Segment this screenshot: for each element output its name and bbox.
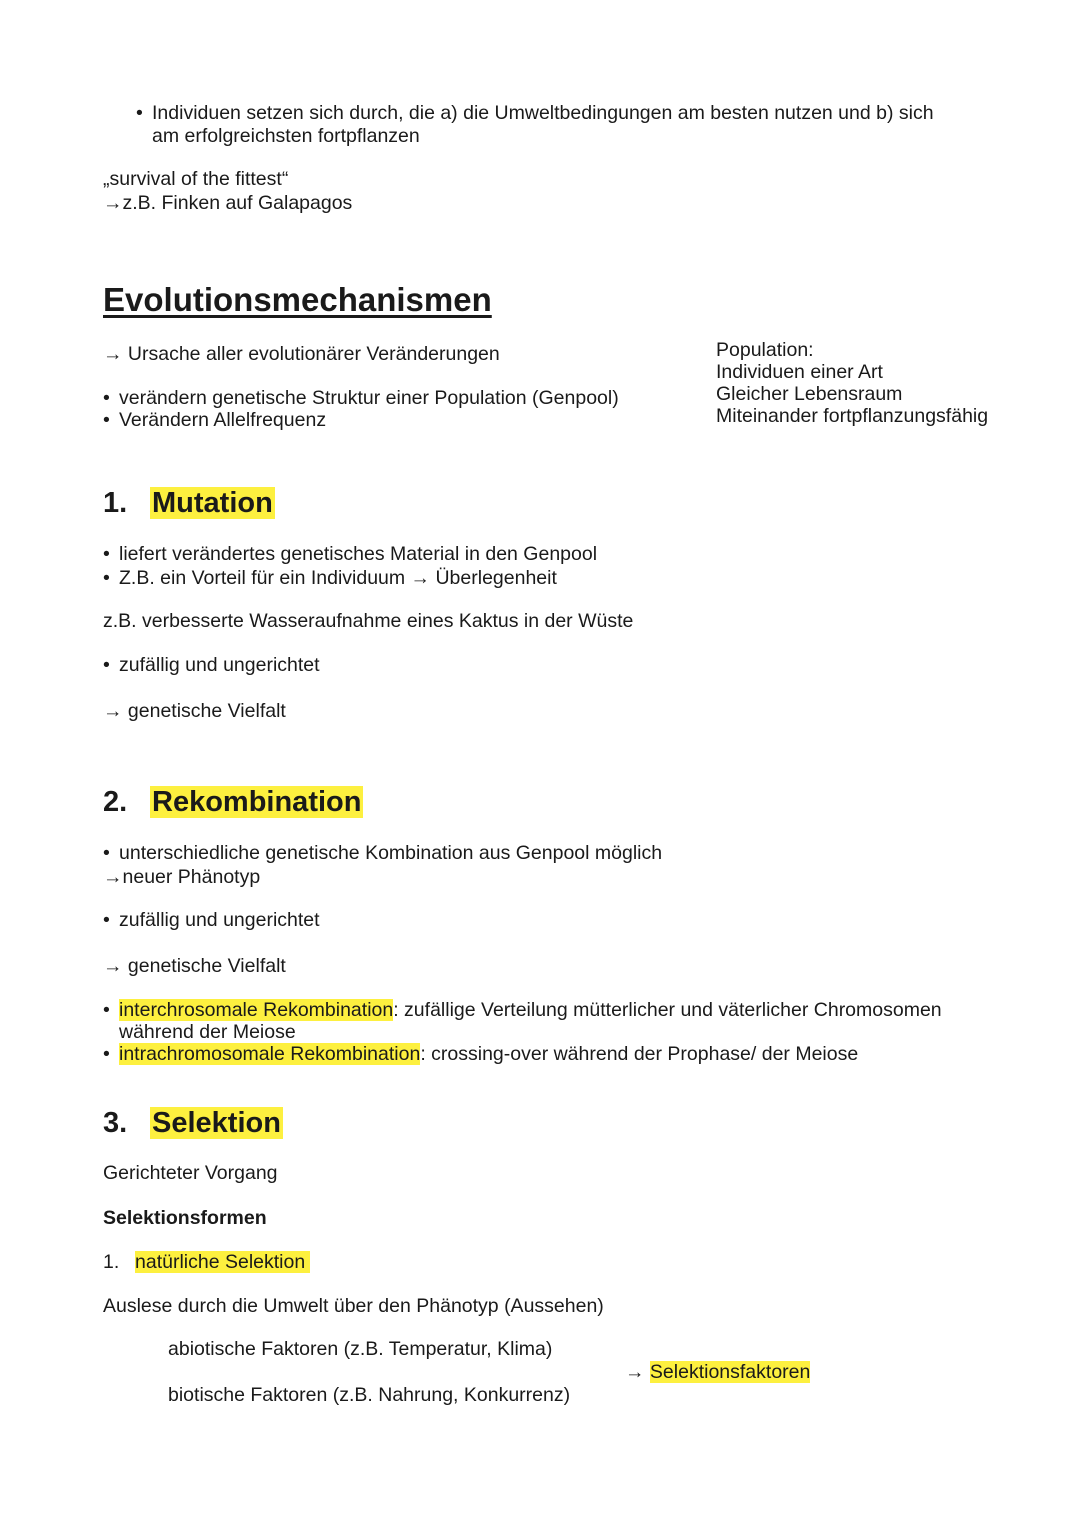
intro-bullet-line2: am erfolgreichsten fortpflanzen xyxy=(152,125,420,147)
page-title: Evolutionsmechanismen xyxy=(103,281,492,318)
recombination-bullet-1: unterschiedliche genetische Kombination aus Genpool möglich xyxy=(119,842,663,864)
mutation-random: zufällig und ungerichtet xyxy=(119,654,320,676)
section-selection-heading xyxy=(103,1104,283,1142)
bullet-marker: • xyxy=(136,102,143,124)
biotic-factors: biotische Faktoren (z.B. Nahrung, Konkurrenz) xyxy=(168,1384,571,1406)
mutation-example: z.B. verbesserte Wasseraufnahme eines Kaktus in der Wüste xyxy=(103,610,634,632)
selection-form-1 xyxy=(103,1251,310,1273)
bullet-marker: • xyxy=(103,654,110,676)
selection-form-1-description: Auslese durch die Umwelt über den Phänotyp (Aussehen) xyxy=(103,1295,604,1317)
intro-quote: „survival of the fittest“ xyxy=(103,168,289,190)
form-name: natürliche Selektion xyxy=(135,1251,310,1273)
bullet-marker: • xyxy=(103,1043,110,1065)
population-line-3: Miteinander fortpflanzungsfähig xyxy=(716,405,989,427)
selection-factors xyxy=(625,1361,810,1383)
mechanisms-cause: → Ursache aller evolutionärer Veränderungen xyxy=(103,343,500,365)
section-recombination-heading xyxy=(103,783,363,821)
intra-recombination xyxy=(119,1043,858,1065)
inter-recombination-term: interchrosomale Rekombination xyxy=(119,999,394,1021)
mutation-bullet-1: liefert verändertes genetisches Material in den Genpool xyxy=(119,543,598,565)
bullet-marker: • xyxy=(103,387,110,409)
recombination-result: → genetische Vielfalt xyxy=(103,955,286,977)
population-line-2: Gleicher Lebensraum xyxy=(716,383,903,405)
selection-forms-heading: Selektionsformen xyxy=(103,1207,267,1229)
inter-recombination-text: : zufällige Verteilung mütterlicher und väterlicher Chromosomen xyxy=(393,999,942,1021)
intra-recombination-text: : crossing-over während der Prophase/ der Meiose xyxy=(420,1043,859,1065)
mutation-result: → genetische Vielfalt xyxy=(103,700,286,722)
mutation-bullet-2: Z.B. ein Vorteil für ein Individuum → Überlegenheit xyxy=(119,567,557,589)
bullet-marker: • xyxy=(103,999,110,1021)
inter-recombination xyxy=(119,999,942,1021)
population-line-1: Individuen einer Art xyxy=(716,361,883,383)
section-mutation-heading xyxy=(103,484,275,522)
section-title: Rekombination xyxy=(152,786,362,818)
bullet-marker: • xyxy=(103,909,110,931)
mechanisms-bullet-2: Verändern Allelfrequenz xyxy=(119,409,327,431)
recombination-phenotype: →neuer Phänotyp xyxy=(103,866,261,888)
intra-recombination-term: intrachromosomale Rekombination xyxy=(119,1043,421,1065)
inter-recombination-text-2: während der Meiose xyxy=(119,1021,296,1043)
selection-subtitle: Gerichteter Vorgang xyxy=(103,1162,278,1184)
section-title: Selektion xyxy=(152,1107,281,1139)
section-title: Mutation xyxy=(152,487,273,519)
intro-bullet-line1: Individuen setzen sich durch, die a) die Umweltbedingungen am besten nutzen und b) sich xyxy=(152,102,934,124)
section-number: 2. xyxy=(103,786,128,818)
intro-example: →z.B. Finken auf Galapagos xyxy=(103,192,353,214)
population-heading: Population: xyxy=(716,339,814,361)
recombination-random: zufällig und ungerichtet xyxy=(119,909,320,931)
bullet-marker: • xyxy=(103,567,110,589)
arrow-right-icon: → xyxy=(625,1361,645,1383)
bullet-marker: • xyxy=(103,543,110,565)
section-number: 3. xyxy=(103,1107,128,1139)
bullet-marker: • xyxy=(103,842,110,864)
form-number: 1. xyxy=(103,1251,120,1273)
mechanisms-bullet-1: verändern genetische Struktur einer Population (Genpool) xyxy=(119,387,619,409)
section-number: 1. xyxy=(103,487,128,519)
selection-factors-label: Selektionsfaktoren xyxy=(649,1361,811,1383)
bullet-marker: • xyxy=(103,409,110,431)
abiotic-factors: abiotische Faktoren (z.B. Temperatur, Klima) xyxy=(168,1338,553,1360)
